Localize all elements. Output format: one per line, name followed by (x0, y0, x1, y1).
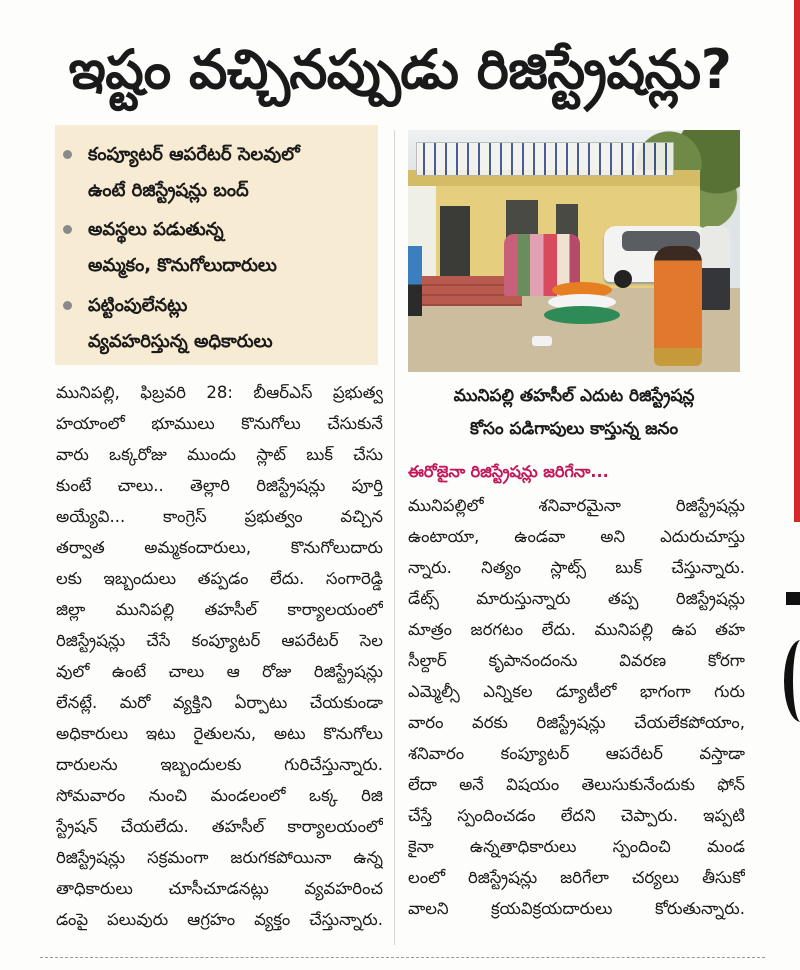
photo-man-white-shirt (700, 226, 730, 310)
highlight-item (55, 212, 378, 284)
left-column-line: అధికారులు ఇటు రైతులను, అటు కొనుగోలు (56, 724, 383, 743)
right-column-line: మునిపల్లిలో శనివారమైనా రిజిస్ట్రేషన్లు (408, 496, 745, 515)
left-column-line: తాధికారులు చూసీచూడనట్లు వ్యవహరించ (56, 879, 383, 898)
left-column-line: జిల్లా మునిపల్లి తహసీల్ కార్యాలయంలో (56, 600, 383, 619)
highlight-line: అమ్మకం, కొనుగోలుదారులు (88, 255, 277, 276)
left-column-line: అయ్యేవి... కాంగ్రెస్ ప్రభుత్వం వచ్చిన (56, 507, 383, 526)
right-column-line: శనివారం కంప్యూటర్ ఆపరేటర్ వస్తాడా (408, 744, 745, 763)
photo-signboard (416, 142, 674, 176)
left-column (56, 377, 383, 935)
photo-window (556, 204, 578, 238)
photo-caption (408, 380, 740, 446)
right-column-line: ఎమ్మెల్సీ ఎన్నికల డ్యూటీలో భాగంగా గురు (408, 682, 745, 701)
photo-car-wheel (614, 270, 632, 288)
bottom-divider (40, 957, 765, 958)
right-column-line: డేట్స్ మారుస్తున్నారు తప్ప రిజిస్ట్రేషన్లు (408, 589, 745, 608)
left-column-line: రిజిస్ట్రేషన్లు సక్రమంగా జరుగకపోయినా ఉన్న (56, 848, 383, 867)
highlights-box (55, 125, 378, 365)
bullet-dot-icon (63, 150, 72, 159)
highlight-line: అవస్థలు పడుతున్న (88, 219, 224, 240)
right-column-line: కైనా ఉన్నతాధికారులు స్పందించి మండ (408, 837, 745, 856)
adjacent-article-fragment (786, 592, 800, 605)
highlight-line: కంప్యూటర్ ఆపరేటర్ సెలవులో (88, 144, 300, 165)
right-column-line: లంలో రిజిస్ట్రేషన్లు జరిగేలా చర్యలు తీసుకో (408, 868, 745, 887)
right-column-line: లేదా అనే విషయం తెలుసుకునేందుకు ఫోన్ (408, 775, 745, 794)
left-column-line: వులో ఉంటే చాలు ఆ రోజు రిజిస్ట్రేషన్లు (56, 662, 383, 681)
right-column-line: న్నారు. నిత్యం స్లాట్స్ బుక్ చేస్తున్నారు. (408, 558, 745, 577)
left-column-line: రిజిస్ట్రేషన్లు చేసే కంప్యూటర్ ఆపరేటర్ సెల (56, 631, 383, 650)
left-column-line: తర్వాత అమ్మకందారులు, కొనుగోలుదారు (56, 538, 383, 557)
adjacent-article-fragment (784, 640, 800, 722)
left-column-line: దారులను ఇబ్బందులకు గురిచేస్తున్నారు. (56, 755, 383, 774)
left-column-line: కుంటే చాలు.. తెల్లారి రిజిస్ట్రేషన్లు పూర్తి (56, 476, 383, 495)
highlight-item (55, 288, 378, 360)
right-column (408, 490, 745, 924)
left-column-line: లేనట్లే. మరో వ్యక్తిని ఏర్పాటు చేయకుండా (56, 693, 383, 712)
left-column-line: లకు ఇబ్బందులు తప్పడం లేదు. సంగారెడ్డి (56, 569, 383, 588)
right-column-line: వారం వరకు రిజిస్ట్రేషన్లు చేయలేకపోయాం, (408, 713, 745, 732)
left-column-line: వారు ఒక్కరోజు ముందు స్లాట్ బుక్ చేసు (56, 445, 383, 464)
column-divider (394, 130, 395, 945)
highlight-line: వ్యవహరిస్తున్న అధికారులు (88, 331, 273, 352)
photo-ground-objects (532, 336, 552, 346)
left-column-line: స్ట్రేషన్ చేయలేదు. తహసీల్ కార్యాలయంలో (56, 817, 383, 836)
right-column-line: మాత్రం జరగటం లేదు. మునిపల్లి ఉప తహ (408, 620, 745, 639)
photo-flag-platform-green (544, 306, 620, 324)
left-column-line: మునిపల్లి, ఫిబ్రవరి 28: బీఆర్ఎస్ ప్రభుత్వ (56, 383, 383, 402)
bullet-dot-icon (63, 225, 72, 234)
highlight-item (55, 137, 378, 209)
caption-line: మునిపల్లి తహసీల్ ఎదుట రిజిస్ట్రేషన్ల (453, 386, 695, 406)
highlight-line: పట్టింపులేనట్లు (88, 295, 188, 316)
right-column-line: చేస్తే స్పందించడం లేదని చెప్పారు. ఇప్పటి (408, 806, 745, 825)
headline: ఇష్టం వచ్చినప్పుడు రిజిస్ట్రేషన్లు? (68, 38, 732, 101)
adjacent-article-red-rule (794, 0, 800, 522)
left-column-line: సోమవారం నుంచి మండలంలో ఒక్క రిజి (56, 786, 383, 805)
right-column-line: వాలని క్రయవిక్రయదారులు కోరుతున్నారు. (408, 899, 745, 918)
subheading: ఈరోజైనా రిజిస్ట్రేషన్లు జరిగేనా... (408, 462, 609, 481)
photo-man-blue-shirt (408, 246, 422, 316)
highlight-line: ఉంటే రిజిస్ట్రేషన్లు బంద్ (88, 180, 249, 201)
left-column-line: డంపై పలువురు ఆగ్రహం వ్యక్తం చేస్తున్నారు. (56, 910, 383, 929)
left-column-line: హయాంలో భూములు కొనుగోలు చేసుకునే (56, 414, 383, 433)
right-column-line: ఉంటాయా, ఉండవా అని ఎదురుచూస్తు (408, 527, 745, 546)
caption-line: కోసం పడిగాపులు కాస్తున్న జనం (469, 419, 679, 439)
bullet-dot-icon (63, 301, 72, 310)
right-column-line: సీల్దార్ కృపానందంను వివరణ కోరగా (408, 651, 745, 670)
photo-woman-orange-saree (654, 246, 702, 366)
news-photo (408, 130, 740, 372)
photo-door (440, 206, 470, 284)
